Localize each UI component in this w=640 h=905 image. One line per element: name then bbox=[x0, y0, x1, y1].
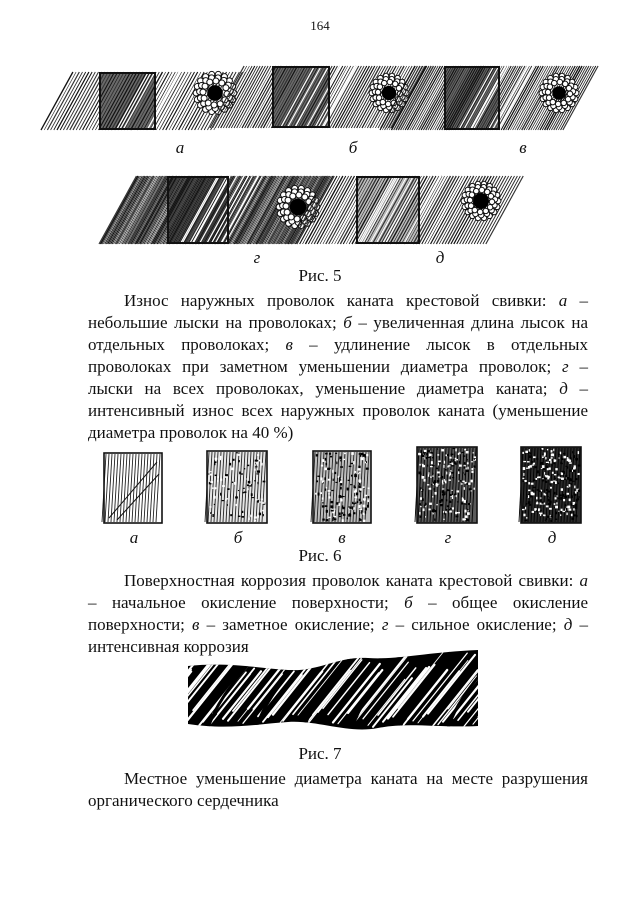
fig5-rope-sample-d bbox=[167, 176, 229, 244]
fig7-description-text: Местное уменьшение диаметра каната на месте разрушения органического сердечника bbox=[88, 769, 588, 810]
fig6-rope-sample-d bbox=[416, 446, 478, 524]
fig6-rope-sample-b bbox=[206, 450, 268, 524]
fig6-rope-sample-c bbox=[312, 450, 372, 524]
fig5-label-e: д bbox=[435, 248, 445, 267]
fig5-rope-sample-e bbox=[356, 176, 420, 244]
fig5-label-d: г bbox=[253, 248, 261, 267]
fig7-description bbox=[88, 768, 588, 812]
fig5-description bbox=[88, 290, 588, 444]
fig6-description-text: Поверхностная коррозия проволок каната крестовой свивки: а – начальное окисление поверхности; б – общее окисление поверхности; в – заметное окисление; г – сильное окисление; д – интенсивная коррозия bbox=[88, 571, 589, 656]
fig5-label-b: б bbox=[348, 138, 358, 157]
fig5-rope-sample-c bbox=[444, 66, 500, 130]
fig5-rope-section-e bbox=[458, 178, 504, 224]
fig6-label-c: в bbox=[338, 528, 346, 547]
fig7-rope-drawing bbox=[188, 648, 478, 740]
fig5-label-a: а bbox=[175, 138, 185, 157]
fig5-rope-section-c bbox=[536, 70, 582, 116]
fig6-label-e: д bbox=[547, 528, 557, 547]
fig7-caption: Рис. 7 bbox=[298, 744, 342, 763]
fig6-label-b: б bbox=[233, 528, 243, 547]
fig6-label-d: г bbox=[444, 528, 452, 547]
page-number: 164 bbox=[310, 18, 330, 33]
fig6-label-a: а bbox=[129, 528, 139, 547]
fig5-description-text: Износ наружных проволок каната крестовой свивки: а – небольшие лыски на проволоках; б – увеличенная длина лысок на отдельных проволоках; в – удлинение лысок в отдельных проволоках при заметном уменьшении диаметра проволок; г – лыски на всех проволоках, уменьшение диаметра каната; д – интенсивный износ всех наружных проволок каната (уменьшение диаметра проволок на 40 %) bbox=[88, 291, 589, 442]
fig6-caption: Рис. 6 bbox=[298, 546, 342, 565]
fig5-caption: Рис. 5 bbox=[298, 266, 342, 285]
fig6-rope-sample-e bbox=[520, 446, 582, 524]
fig6-rope-sample-a bbox=[103, 452, 163, 524]
fig5-label-c: в bbox=[519, 138, 527, 157]
fig5-rope-sample-a bbox=[99, 72, 156, 130]
fig6-description bbox=[88, 570, 588, 658]
fig5-rope-sample-b bbox=[272, 66, 330, 128]
